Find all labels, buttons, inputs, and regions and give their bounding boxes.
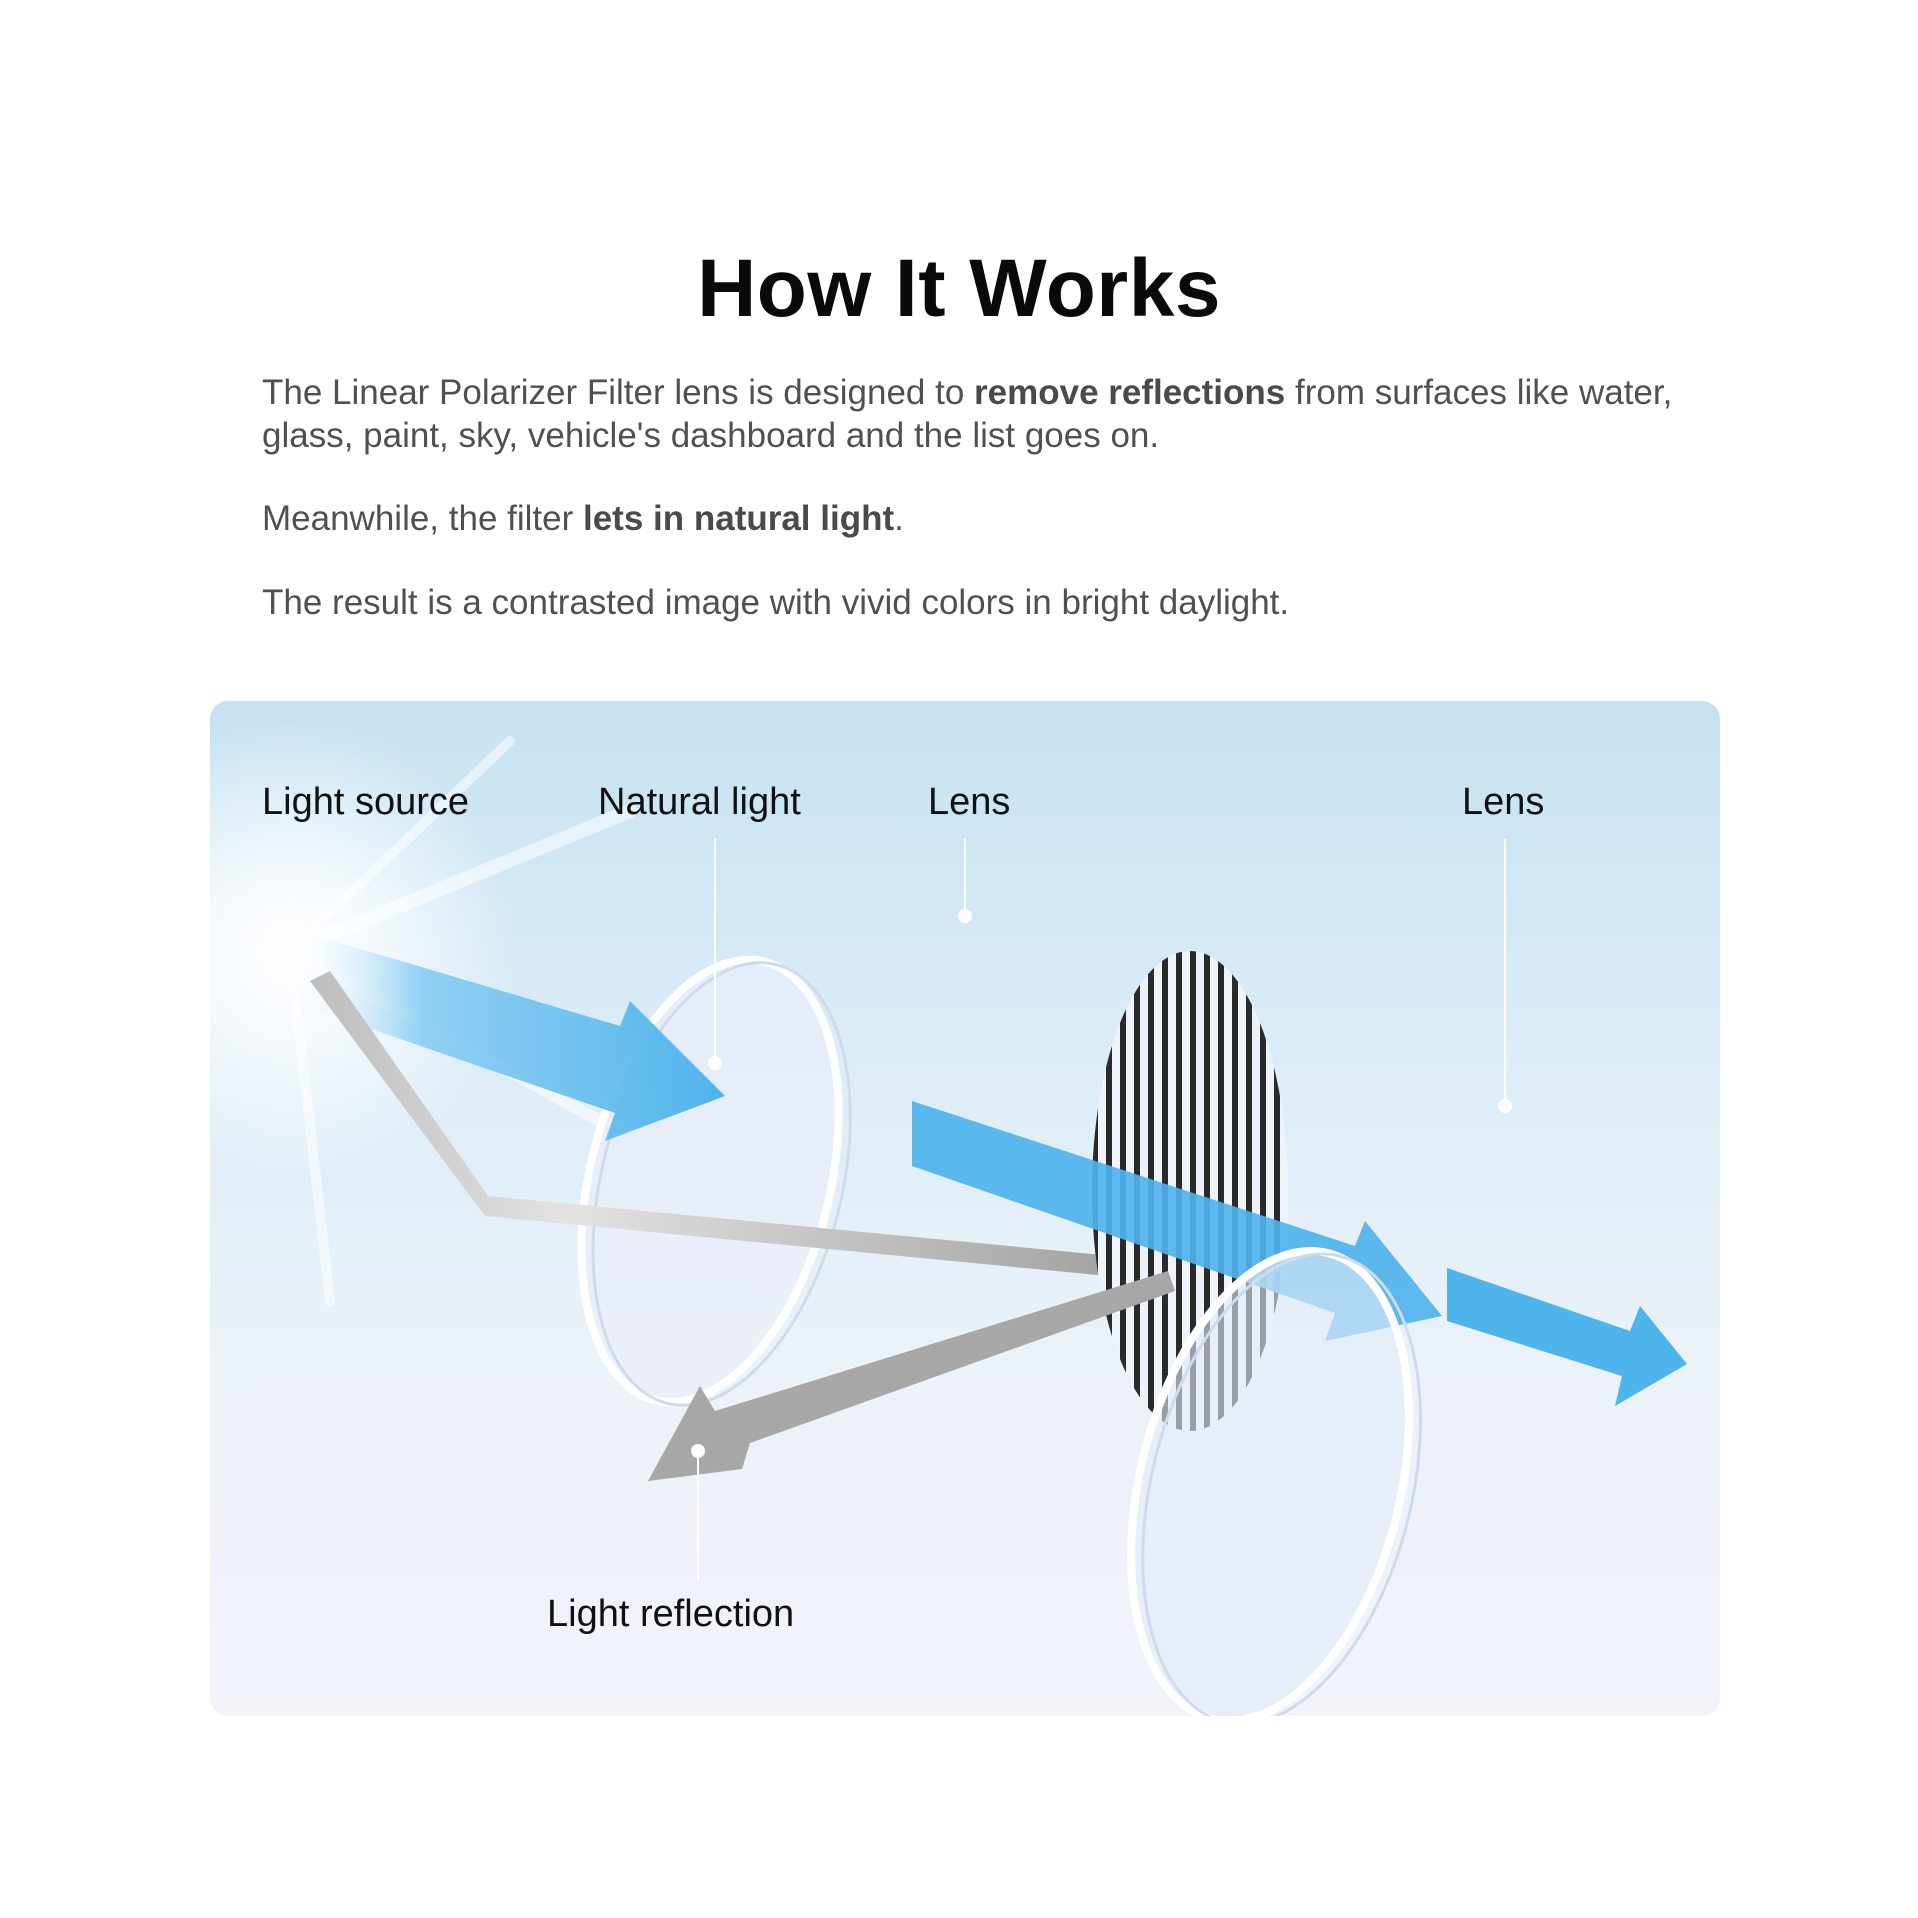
intro-paragraph-result: The result is a contrasted image with vivid colors in bright daylight. xyxy=(262,583,1290,622)
intro-text: Meanwhile, the filter xyxy=(262,499,583,538)
label-natural-light: Natural light xyxy=(598,781,801,823)
intro-paragraph-reflections xyxy=(262,371,1692,457)
intro-emphasis: remove reflections xyxy=(974,373,1286,412)
label-lens-2: Lens xyxy=(1462,781,1545,823)
exit-light-beam xyxy=(1447,1268,1687,1406)
intro-text: The Linear Polarizer Filter lens is designed to xyxy=(262,373,975,412)
polarizer-diagram xyxy=(210,701,1720,1716)
label-light-source: Light source xyxy=(262,781,470,823)
intro-text: . xyxy=(894,499,904,538)
intro-text: from surfaces like water, glass, paint, sky, vehicle's dashboard and the list goes on. xyxy=(262,373,1673,455)
polarizer-diagram-graphic xyxy=(210,701,1720,1716)
label-light-reflection: Light reflection xyxy=(547,1593,795,1635)
label-lens-1: Lens xyxy=(928,781,1011,823)
intro-paragraph-natural-light xyxy=(262,497,1692,540)
intro-emphasis: lets in natural light xyxy=(582,499,895,538)
page-title: How It Works xyxy=(697,243,1221,334)
